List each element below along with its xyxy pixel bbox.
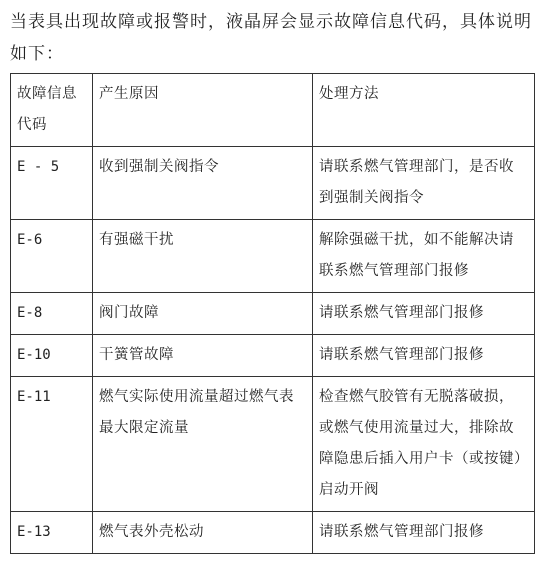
cause-cell: 燃气表外壳松动 [93, 512, 313, 554]
action-cell: 请联系燃气管理部门报修 [313, 335, 535, 377]
action-cell: 请联系燃气管理部门，是否收到强制关阀指令 [313, 147, 535, 220]
action-cell: 解除强磁干扰，如不能解决请联系燃气管理部门报修 [313, 220, 535, 293]
fault-code-cell: E-10 [11, 335, 93, 377]
fault-code-cell: E-11 [11, 377, 93, 512]
table-row [11, 293, 535, 335]
table-row [11, 512, 535, 554]
cause-cell: 阀门故障 [93, 293, 313, 335]
header-action: 处理方法 [313, 74, 535, 147]
action-cell: 请联系燃气管理部门报修 [313, 293, 535, 335]
intro-paragraph: 当表具出现故障或报警时，液晶屏会显示故障信息代码，具体说明如下： [10, 12, 532, 64]
table-row [11, 147, 535, 220]
table-header-row [11, 74, 535, 147]
fault-code-table [10, 73, 535, 554]
table-row [11, 335, 535, 377]
fault-code-cell: E - 5 [11, 147, 93, 220]
fault-code-cell: E-6 [11, 220, 93, 293]
table-row [11, 220, 535, 293]
header-fault-code: 故障信息代码 [11, 74, 93, 147]
cause-cell: 燃气实际使用流量超过燃气表最大限定流量 [93, 377, 313, 512]
fault-code-cell: E-13 [11, 512, 93, 554]
cause-cell: 收到强制关阀指令 [93, 147, 313, 220]
cause-cell: 有强磁干扰 [93, 220, 313, 293]
cause-cell: 干簧管故障 [93, 335, 313, 377]
action-cell: 请联系燃气管理部门报修 [313, 512, 535, 554]
fault-code-cell: E-8 [11, 293, 93, 335]
header-cause: 产生原因 [93, 74, 313, 147]
action-cell: 检查燃气胶管有无脱落破损，或燃气使用流量过大，排除故障隐患后插入用户卡（或按键）启动开阀 [313, 377, 535, 512]
table-row [11, 377, 535, 512]
